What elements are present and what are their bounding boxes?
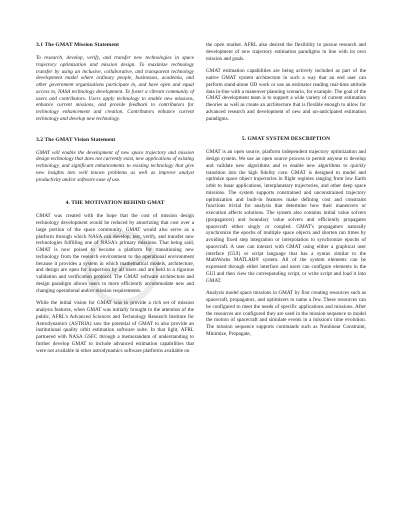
motivation-paragraph-2: While the initial vision for GMAT was to provide a rich set of mission analysis features, when GMAT was initially brought to the attention of the public, AFRL's Advanced Sciences and Technology Research Institute for Astrodynamics (ASTRIA) saw the potential of GMAT to also provide an institutional quality orbit estimation software suite. In that light, AFRL partnered with NASA GSFC through a memorandum of understanding to further develop GMAT to include advanced estimation capabilities that were not available in other astrodynamics software platforms available on xyxy=(36,300,194,354)
motivation-heading: 4. THE MOTIVATION BEHIND GMAT xyxy=(65,200,165,207)
right-column xyxy=(206,42,366,344)
mission-statement-heading: 3.1 The GMAT Mission Statement xyxy=(36,42,120,48)
vision-statement-text: GMAT will enable the development of new space trajectory and mission design technology that does not currently exist, new applications of existing technology, and significant enhancements to existing technology that give new insights into well known problems as well as improve analyst productivity and/or software ease of use. xyxy=(36,149,194,183)
mission-statement-text: To research, develop, verify, and transfer new technologies in space trajectory optimization and mission design. To maximize technology transfer by using an inclusive, collaborative, and transparent technology development model where ordinary people, businesses, academia, and other government organizations participate in, and have open and equal access to, NASA technology development. To foster a vibrant community of users and contributors. Users apply technology to enable new missions, enhance current missions, and provide feedback to contributors for technology enhancement and creation. Contributors enhance current technology and develop new technology. xyxy=(36,55,194,122)
left-column xyxy=(36,42,194,360)
motivation-paragraph-1: GMAT was created with the hope that the cost of mission design technology development would be reduced by amortizing that cost over a large portion of the space community. GMAT would also serve as a platform through which NASA can develop, test, verify, and transfer new technologies fulfilling one of NASA's primary missions. That being said, GMAT is now poised to become a platform for transitioning new technology from the research environment to the operational environment because it provides a system in which mathematical models, architecture, and design are open for inspection by all users and are held to a rigorous validation and verification protocol. The GMAT software architecture and design paradigm allows users to more efficiently accommodate new and changing operational and/or mission requirements. xyxy=(36,213,194,294)
system-paragraph-1: GMAT is an open source, platform independent trajectory optimization and design system. We use an open source process to permit anyone to develop and validate new algorithms and to enable new algorithms to quickly transition into the high fidelity core. GMAT is designed to model and optimize space object trajectories in flight regimes ranging from low Earth orbit to lunar applications, interplanetary trajectories, and other deep space missions. The system supports constrained and unconstrained trajectory optimization and built-in features make defining cost and constraint functions trivial for analysis that determine how their maneuvers or execution affects solutions. The system also contains initial value solvers (propagators) and boundary value solvers and efficiently propagates spacecraft either singly or coupled. GMAT's propagators naturally synchronize the epochs of multiple space objects and shorten run times by avoiding fixed step integration or interpolation to synchronize epochs of spacecraft. A user can interact with GMAT using either a graphical user interface (GUI) or script language that has a syntax similar to the MathWorks MATLAB® system. All of the system elements can be expressed through either interface and users can configure elements in the GUI and then view the corresponding script, or write script and load it into GMAT. xyxy=(206,149,366,284)
estimation-paragraph-2: GMAT estimation capabilities are being actively included as part of the native GMAT system architecture in such a way that an end user can perform stand-alone OD work or use an estimator reading real-time attitude data in-line with a maneuver planning scenario, for example. The goal of the GMAT development team is to support a wide variety of current estimation theories as well as create an architecture that is flexible enough to allow for advanced research and development of new and un-anticipated estimation paradigms. xyxy=(206,68,366,122)
system-paragraph-2: Analysis model space missions in GMAT by first creating resources such as spacecraft, propagators, and optimizers to name a few. These resources can be configured to meet the needs of specific applications and missions. After the resources are configured they are used in the mission sequence to model the motion of spacecraft and simulate events in a mission's time evolution. The mission sequence supports commands such as Nonlinear Constraint, Minimize, Propagate, xyxy=(206,290,366,337)
estimation-paragraph-1: the open market. AFRL also desired the flexibility to pursue research and development of new trajectory estimation paradigms in line with its own mission and goals. xyxy=(206,42,366,62)
vision-statement-heading: 3.2 The GMAT Vision Statement xyxy=(36,136,116,143)
system-description-heading: 5. GMAT SYSTEM DESCRIPTION xyxy=(241,136,331,143)
